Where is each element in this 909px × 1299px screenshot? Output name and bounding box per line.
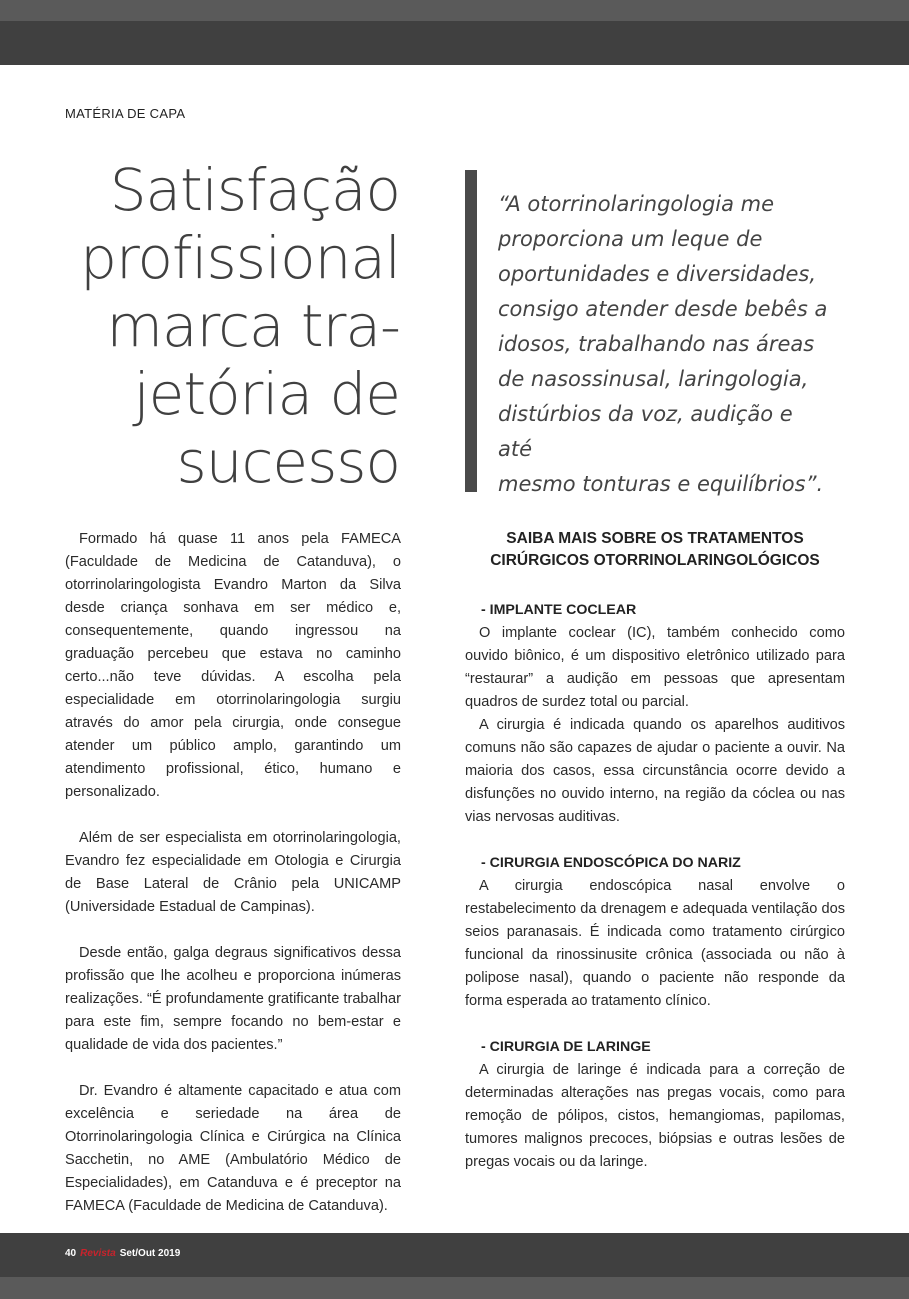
headline-line: profissional xyxy=(80,224,400,292)
article-paragraph: Além de ser especialista em otorrinolaringologia, Evandro fez especialidade em Otologia e Cirurgia de Base Lateral de Crânio pela UNICAMP (Universidade Estadual de Campinas). xyxy=(65,830,401,915)
sidebar-section-heading: - CIRURGIA DE LARINGE xyxy=(481,1039,651,1055)
sidebar-paragraph: A cirurgia de laringe é indicada para a correção de determinadas alterações nas pregas vocais, como para remoção de pólipos, cistos, hemangiomas, papilomas, tumores malignos precoces, biópsias e outras lesões de pregas vocais ou da laringe. xyxy=(465,1062,845,1170)
headline xyxy=(60,156,400,496)
pull-quote-line: consigo atender desde bebês a xyxy=(498,297,828,321)
sidebar-paragraph: A cirurgia é indicada quando os aparelhos auditivos comuns não são capazes de ajudar o paciente a ouvir. Na maioria dos casos, essa circunstância ocorre devido a disfunções no ouvido interno, na região da cóclea ou nas vias nervosas auditivas. xyxy=(465,717,845,825)
top-bar xyxy=(0,21,909,65)
article-body-left xyxy=(65,528,401,1241)
sidebar-section-heading: - IMPLANTE COCLEAR xyxy=(481,602,637,618)
top-bar-light xyxy=(0,0,909,21)
headline-line: Satisfação xyxy=(109,156,400,224)
pull-quote-line: mesmo tonturas e equilíbrios”. xyxy=(498,472,824,496)
footer-info xyxy=(65,1248,180,1259)
quote-bar xyxy=(465,170,477,492)
sidebar-treatments xyxy=(465,528,845,1197)
pull-quote xyxy=(498,187,828,502)
pull-quote-line: distúrbios da voz, audição e até xyxy=(498,402,793,461)
headline-line: marca tra- xyxy=(106,292,400,360)
issue-date: Set/Out 2019 xyxy=(119,1248,181,1259)
headline-line: sucesso xyxy=(176,428,400,496)
pull-quote-line: oportunidades e diversidades, xyxy=(498,262,816,286)
footer-bar-light xyxy=(0,1277,909,1299)
pull-quote-line: proporciona um leque de xyxy=(498,227,763,251)
sidebar-section-heading: - CIRURGIA ENDOSCÓPICA DO NARIZ xyxy=(481,855,741,871)
page-number: 40 xyxy=(65,1248,77,1259)
section-label: MATÉRIA DE CAPA xyxy=(65,106,186,121)
magazine-brand: Revista xyxy=(80,1248,116,1259)
sidebar-section-laringe xyxy=(465,1036,845,1174)
headline-line: jetória de xyxy=(133,360,400,428)
sidebar-section-nariz xyxy=(465,852,845,1013)
pull-quote-line: de nasossinusal, laringologia, xyxy=(498,367,809,391)
sidebar-title-line: SAIBA MAIS SOBRE OS TRATAMENTOS xyxy=(506,530,804,547)
sidebar-title-line: CIRÚRGICOS OTORRINOLARINGOLÓGICOS xyxy=(490,552,820,569)
pull-quote-line: idosos, trabalhando nas áreas xyxy=(498,332,815,356)
sidebar-paragraph: O implante coclear (IC), também conhecido como ouvido biônico, é um dispositivo eletrônico utilizado para “restaurar” a audição em pessoas que apresentam quadros de surdez total ou parcial. xyxy=(465,625,845,710)
sidebar-paragraph: A cirurgia endoscópica nasal envolve o restabelecimento da drenagem e adequada ventilação dos seios paranasais. É indicada como tratamento cirúrgico funcional da rinossinusite crônica (associada ou não à polipose nasal), quando o paciente não responde da forma esperada ao tratamento clínico. xyxy=(465,878,845,1009)
article-paragraph: Desde então, galga degraus significativos dessa profissão que lhe acolheu e proporciona inúmeras realizações. “É profundamente gratificante trabalhar para este fim, sempre focando no bem-estar e qualidade de vida dos pacientes.” xyxy=(65,945,401,1053)
pull-quote-line: “A otorrinolaringologia me xyxy=(498,192,775,216)
article-paragraph: Formado há quase 11 anos pela FAMECA (Faculdade de Medicina de Catanduva), o otorrinolaringologista Evandro Marton da Silva desde criança sonhava em ser médico e, consequentemente, quando ingressou na graduação percebeu que estava no caminho certo...não teve dúvidas. A escolha pela especialidade em otorrinolaringologia surgiu através do amor pela cirurgia, onde consegue atender um público amplo, garantindo um atendimento profissional, ético, humano e personalizado. xyxy=(65,531,401,800)
sidebar-section-implante xyxy=(465,599,845,829)
article-paragraph: Dr. Evandro é altamente capacitado e atua com excelência e seriedade na área de Otorrinolaringologia Clínica e Cirúrgica na Clínica Sacchetin, no AME (Ambulatório Médico de Especialidades), em Catanduva e é preceptor na FAMECA (Faculdade de Medicina de Catanduva). xyxy=(65,1083,401,1214)
sidebar-title xyxy=(465,528,845,572)
